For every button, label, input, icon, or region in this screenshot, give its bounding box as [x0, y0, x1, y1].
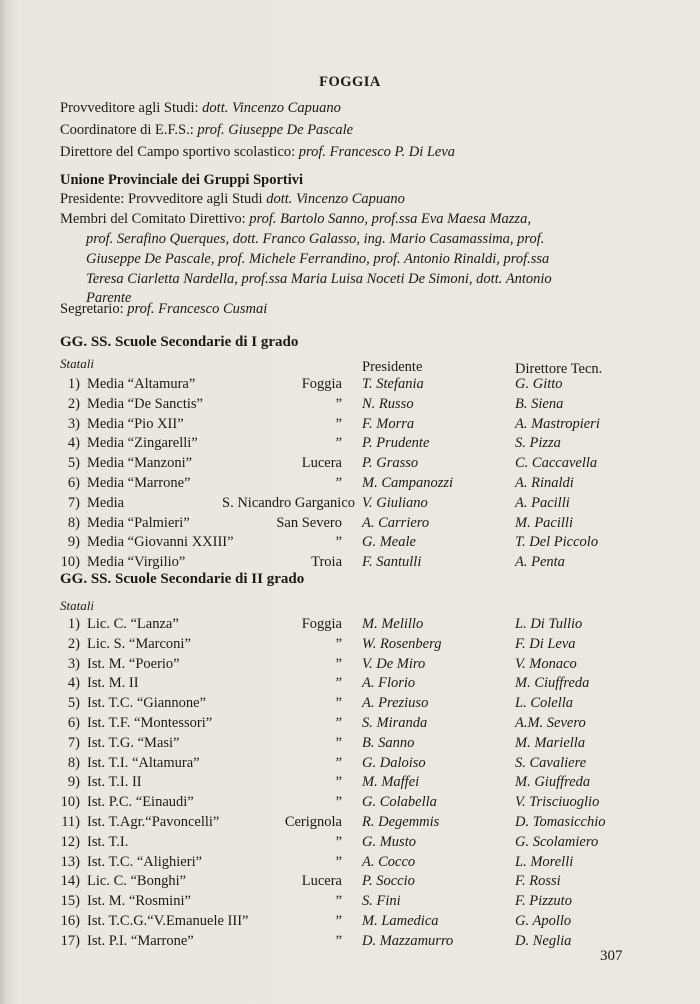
presidente-name: G. Colabella — [362, 794, 437, 811]
presidente-name: M. Campanozzi — [362, 475, 454, 491]
table-row — [0, 494, 700, 513]
table-row — [0, 872, 700, 891]
presidente-name: A. Carriero — [362, 514, 430, 531]
membri-line — [60, 210, 531, 228]
school-city: ” — [335, 395, 342, 412]
presidente-name: D. Mazzamurro — [362, 932, 454, 949]
row-number: 12) — [60, 833, 80, 850]
direttore-name: M. Pacilli — [515, 514, 573, 531]
presidente-name: M. Lamedica — [362, 913, 439, 929]
school-city: Foggia — [301, 616, 342, 632]
school-city: ” — [335, 734, 342, 751]
presidente-name: S. Miranda — [362, 715, 428, 731]
presidente-name: B. Sanno — [362, 734, 415, 751]
section-i-grado-title: GG. SS. Scuole Secondarie di I grado — [60, 334, 299, 350]
direttore-name: G. Scolamiero — [515, 833, 599, 850]
col-header-presidente: Presidente — [362, 359, 423, 375]
direttore-name: V. Trisciuoglio — [515, 794, 600, 811]
provveditore-label: Provveditore agli Studi: — [60, 100, 203, 116]
direttore-name: T. Del Piccolo — [515, 534, 599, 551]
membri-value-2: prof. Serafino Querques, dott. Franco Galasso, ing. Mario Casamassima, prof. — [86, 231, 545, 247]
school-name: Ist. T.C. “Giannone” — [87, 695, 207, 712]
presidente-name: G. Musto — [362, 833, 416, 850]
school-name: Ist. T.G. “Masi” — [87, 734, 180, 751]
membri-value-5: Parente — [86, 290, 132, 306]
row-number: 5) — [67, 695, 80, 712]
school-name: Ist. T.C. “Alighieri” — [87, 853, 203, 870]
direttore-name: A. Rinaldi — [515, 475, 574, 491]
school-name: Lic. S. “Marconi” — [87, 635, 191, 652]
school-city: ” — [335, 853, 342, 870]
school-city: Lucera — [301, 455, 342, 472]
school-name: Ist. P.C. “Einaudi” — [87, 794, 194, 811]
presidente-name: R. Degemmis — [362, 814, 440, 830]
school-name: Media — [87, 494, 125, 511]
membri-value-3: Giuseppe De Pascale, prof. Michele Ferrandino, prof. Antonio Rinaldi, prof.ssa — [86, 251, 550, 267]
row-number: 15) — [60, 893, 80, 910]
row-number: 10) — [60, 794, 80, 811]
direttore-campo-line — [60, 143, 455, 161]
table-row — [0, 773, 700, 792]
segretario-line — [60, 300, 267, 318]
presidente-name: V. Giuliano — [362, 494, 428, 511]
school-name: Ist. T.I. “Altamura” — [87, 754, 200, 771]
school-city: ” — [335, 635, 342, 652]
school-city: San Severo — [276, 514, 342, 531]
table-row — [0, 813, 700, 832]
section-ii-grado-title: GG. SS. Scuole Secondarie di II grado — [60, 571, 305, 587]
direttore-name: D. Neglia — [515, 932, 572, 949]
unione-heading: Unione Provinciale dei Gruppi Sportivi — [60, 172, 304, 188]
school-city: ” — [335, 534, 342, 551]
row-number: 1) — [67, 616, 80, 632]
school-name: Media “Altamura” — [87, 376, 196, 392]
direttore-name: F. Di Leva — [515, 635, 576, 652]
school-name: Ist. T.F. “Montessori” — [87, 715, 213, 731]
presidente-line — [60, 190, 405, 208]
school-city: ” — [335, 655, 342, 672]
row-number: 17) — [60, 932, 80, 949]
school-city: ” — [335, 475, 342, 491]
school-name: Media “Giovanni XXIII” — [87, 534, 234, 551]
presidente-name: M. Maffei — [362, 774, 420, 791]
row-number: 16) — [60, 913, 80, 929]
table-row — [0, 395, 700, 414]
school-name: Ist. T.I. — [87, 833, 129, 850]
table-row — [0, 754, 700, 773]
table-row — [0, 474, 700, 493]
presidente-name: S. Fini — [362, 893, 401, 910]
row-number: 9) — [67, 534, 80, 551]
school-name: Media “De Sanctis” — [87, 395, 203, 412]
presidente-name: F. Santulli — [362, 554, 422, 571]
direttore-campo-label: Direttore del Campo sportivo scolastico: — [60, 144, 299, 160]
school-city: ” — [335, 415, 342, 432]
table-row — [0, 853, 700, 872]
row-number: 4) — [67, 675, 80, 692]
table-row — [0, 793, 700, 812]
school-city: ” — [335, 774, 342, 791]
school-name: Lic. C. “Lanza” — [87, 616, 179, 632]
coordinatore-value: prof. Giuseppe De Pascale — [197, 122, 354, 138]
presidente-name: N. Russo — [362, 395, 414, 412]
school-city: ” — [335, 913, 342, 929]
school-city: ” — [335, 715, 342, 731]
direttore-name: F. Rossi — [515, 873, 561, 890]
school-city: ” — [335, 695, 342, 712]
school-name: Ist. T.Agr.“Pavoncelli” — [87, 814, 220, 830]
provveditore-line — [60, 99, 341, 117]
table-row — [0, 892, 700, 911]
segretario-label: Segretario: — [60, 301, 128, 317]
row-number: 4) — [67, 435, 80, 452]
school-name: Ist. M. “Rosmini” — [87, 893, 191, 910]
row-number: 6) — [67, 715, 80, 731]
page-number: 307 — [600, 948, 623, 964]
school-name: Ist. M. II — [87, 675, 139, 692]
page-title: FOGGIA — [319, 74, 381, 90]
row-number: 9) — [67, 774, 80, 791]
table-row — [0, 674, 700, 693]
school-city: Troia — [311, 554, 342, 571]
direttore-name: L. Colella — [515, 695, 574, 712]
presidente-value: dott. Vincenzo Capuano — [266, 191, 405, 207]
row-number: 8) — [67, 514, 80, 531]
membri-value-1: prof. Bartolo Sanno, prof.ssa Eva Maesa Mazza, — [249, 211, 531, 227]
table-row — [0, 714, 700, 733]
table-row — [0, 912, 700, 931]
row-number: 11) — [61, 814, 80, 830]
row-number: 2) — [67, 635, 80, 652]
school-name: Media “Palmieri” — [87, 514, 190, 531]
table-row — [0, 533, 700, 552]
row-number: 13) — [60, 853, 80, 870]
row-number: 3) — [67, 415, 80, 432]
school-name: Media “Manzoni” — [87, 455, 193, 472]
table-row — [0, 694, 700, 713]
direttore-name: V. Monaco — [515, 655, 577, 672]
presidente-name: V. De Miro — [362, 655, 426, 672]
school-name: Ist. M. “Poerio” — [87, 655, 180, 672]
row-number: 6) — [67, 475, 80, 491]
school-city: ” — [335, 932, 342, 949]
table-row — [0, 833, 700, 852]
presidente-label: Presidente: Provveditore agli Studi — [60, 191, 267, 207]
school-city: S. Nicandro Garganico — [222, 494, 356, 511]
row-number: 5) — [67, 455, 80, 472]
presidente-name: A. Florio — [362, 675, 416, 692]
table-row — [0, 454, 700, 473]
school-city: ” — [335, 675, 342, 692]
school-city: ” — [335, 435, 342, 452]
school-name: Ist. T.C.G.“V.Emanuele III” — [87, 913, 249, 929]
direttore-name: L. Morelli — [515, 853, 574, 870]
school-city: Lucera — [301, 873, 342, 890]
row-number: 10) — [60, 554, 80, 571]
direttore-campo-value: prof. Francesco P. Di Leva — [298, 144, 456, 160]
school-name: Lic. C. “Bonghi” — [87, 873, 187, 890]
direttore-name: C. Caccavella — [515, 455, 598, 472]
table-row — [0, 932, 700, 951]
direttore-name: A. Penta — [515, 554, 565, 571]
direttore-name: S. Pizza — [515, 435, 561, 452]
direttore-name: D. Tomasicchio — [515, 814, 606, 830]
segretario-value: prof. Francesco Cusmai — [127, 301, 268, 317]
table-row — [0, 615, 700, 634]
school-city: Foggia — [301, 376, 342, 392]
presidente-name: P. Grasso — [362, 455, 419, 472]
direttore-name: M. Mariella — [515, 734, 586, 751]
school-name: Media “Zingarelli” — [87, 435, 198, 452]
coordinatore-label: Coordinatore di E.F.S.: — [60, 122, 198, 138]
direttore-name: M. Ciuffreda — [515, 675, 590, 692]
table-row — [0, 375, 700, 394]
direttore-name: A. Mastropieri — [515, 415, 600, 432]
presidente-name: P. Prudente — [362, 435, 430, 452]
direttore-name: B. Siena — [515, 395, 564, 412]
table-row — [0, 434, 700, 453]
table-row — [0, 734, 700, 753]
row-number: 2) — [67, 395, 80, 412]
direttore-name: F. Pizzuto — [515, 893, 572, 910]
school-name: Ist. T.I. II — [87, 774, 142, 791]
presidente-name: M. Melillo — [362, 616, 424, 632]
direttore-name: A. Pacilli — [515, 494, 570, 511]
row-number: 7) — [67, 734, 80, 751]
school-city: ” — [335, 754, 342, 771]
row-number: 1) — [67, 376, 80, 392]
provveditore-value: dott. Vincenzo Capuano — [202, 100, 341, 116]
section-i-grado-subtitle: Statali — [60, 356, 94, 371]
table-row — [0, 655, 700, 674]
table-row — [0, 415, 700, 434]
table-row — [0, 514, 700, 533]
row-number: 8) — [67, 754, 80, 771]
school-city: ” — [335, 893, 342, 910]
membri-label: Membri del Comitato Direttivo: — [60, 211, 250, 227]
school-city: Cerignola — [284, 814, 342, 830]
school-name: Ist. P.I. “Marrone” — [87, 932, 194, 949]
school-city: ” — [335, 833, 342, 850]
presidente-name: A. Preziuso — [362, 695, 429, 712]
direttore-name: G. Apollo — [515, 913, 572, 929]
section-ii-grado-subtitle: Statali — [60, 598, 94, 613]
school-name: Media “Virgilio” — [87, 554, 186, 571]
presidente-name: W. Rosenberg — [362, 635, 442, 652]
presidente-name: A. Cocco — [362, 853, 416, 870]
table-row — [0, 635, 700, 654]
presidente-name: G. Meale — [362, 534, 416, 551]
school-city: ” — [335, 794, 342, 811]
direttore-name: L. Di Tullio — [515, 616, 583, 632]
presidente-name: G. Daloiso — [362, 754, 426, 771]
row-number: 14) — [60, 873, 80, 890]
presidente-name: F. Morra — [362, 415, 415, 432]
membri-value-4: Teresa Ciarletta Nardella, prof.ssa Maria Luisa Noceti De Simoni, dott. Antonio — [86, 271, 552, 287]
row-number: 7) — [67, 494, 80, 511]
school-name: Media “Pio XII” — [87, 415, 184, 432]
col-header-direttore: Direttore Tecn. — [515, 361, 603, 377]
row-number: 3) — [67, 655, 80, 672]
coordinatore-line — [60, 121, 353, 139]
direttore-name: M. Giuffreda — [515, 774, 591, 791]
presidente-name: T. Stefania — [362, 376, 424, 392]
school-name: Media “Marrone” — [87, 475, 191, 491]
presidente-name: P. Soccio — [362, 873, 415, 890]
direttore-name: S. Cavaliere — [515, 754, 587, 771]
direttore-name: A.M. Severo — [515, 715, 586, 731]
direttore-name: G. Gitto — [515, 376, 563, 392]
